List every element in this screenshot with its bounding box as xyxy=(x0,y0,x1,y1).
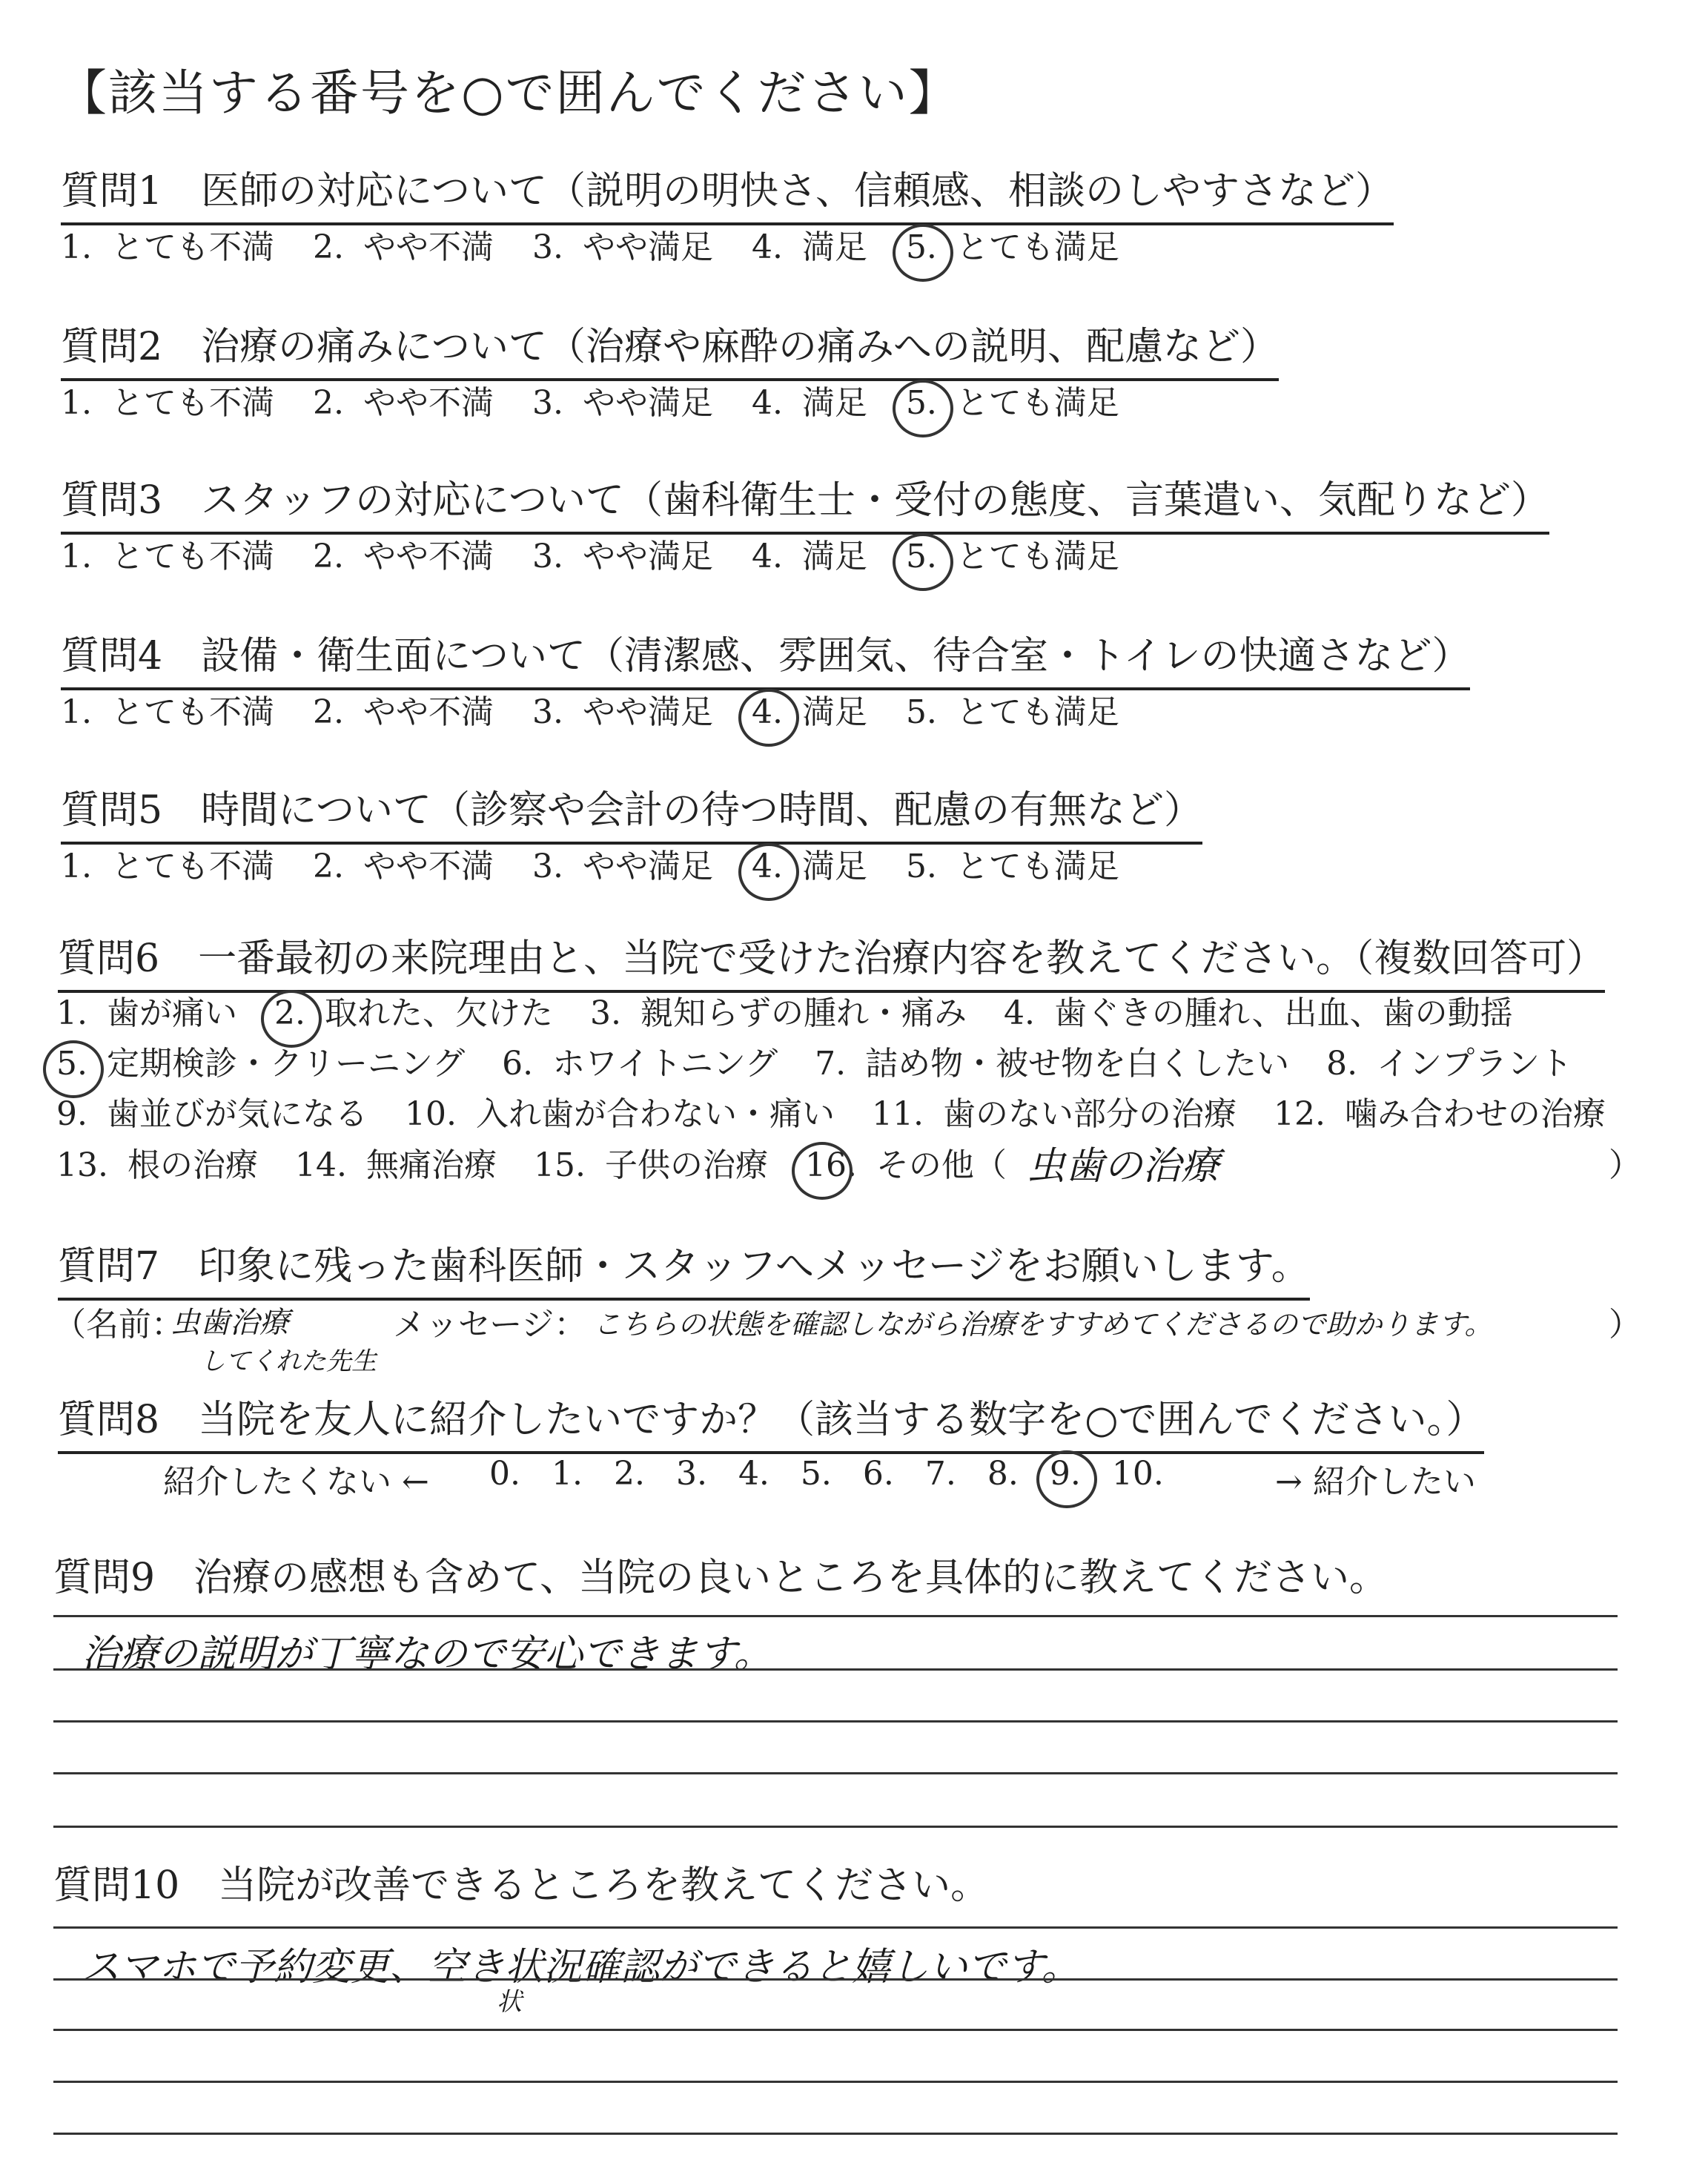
q6-option[interactable] xyxy=(274,994,553,1032)
q6-other-answer: 虫歯の治療 xyxy=(1027,1144,1220,1189)
q6-option[interactable] xyxy=(295,1146,497,1184)
q9-line-5 xyxy=(53,1826,1618,1828)
option-number: 10. xyxy=(404,1095,457,1133)
q6-option[interactable] xyxy=(1004,994,1513,1032)
option-label: やや満足 xyxy=(582,538,713,575)
q6-option[interactable] xyxy=(805,1146,1007,1184)
q3-options xyxy=(61,529,1158,577)
option-label: 歯が痛い xyxy=(106,994,237,1032)
scale-number: 9. xyxy=(1049,1455,1081,1493)
q7-name-answer-line2: してくれた先生 xyxy=(200,1347,377,1376)
option-number: 5. xyxy=(905,384,937,422)
q4-option-1[interactable] xyxy=(61,685,274,733)
option-number: 4. xyxy=(751,228,783,266)
q6-row-4 xyxy=(56,1138,1044,1186)
q3-option-4[interactable] xyxy=(752,529,867,577)
q1-option-2[interactable] xyxy=(313,220,494,268)
option-number: 2. xyxy=(274,994,305,1032)
q8-scale-option[interactable] xyxy=(1050,1455,1081,1493)
q6-option[interactable] xyxy=(56,1095,368,1133)
option-number: 5. xyxy=(905,848,937,885)
option-label: 歯ぐきの腫れ、出血、歯の動揺 xyxy=(1053,994,1513,1032)
q6-option[interactable] xyxy=(405,1095,835,1133)
q6-row-2 xyxy=(56,1037,1609,1084)
q10-line-5 xyxy=(53,2133,1618,2135)
q6-option[interactable] xyxy=(502,1045,778,1083)
option-number: 3. xyxy=(532,538,563,575)
q6-close-paren: ） xyxy=(1609,1146,1641,1184)
q8-left-label: 紹介したくない ← xyxy=(163,1463,429,1501)
q1-option-1[interactable] xyxy=(61,220,274,268)
scale-number: 3. xyxy=(675,1455,707,1493)
option-label: やや不満 xyxy=(363,693,494,731)
q1-options xyxy=(61,220,1158,268)
q10-answer: スマホで予約変更、空き状況確認ができると嬉しいです。 xyxy=(82,1945,1080,1989)
q2-option-3[interactable] xyxy=(532,376,713,423)
option-label: 満足 xyxy=(801,384,867,422)
page-header: 【該当する番号を○で囲んでください】 xyxy=(58,65,959,122)
option-label: 根の治療 xyxy=(127,1146,258,1184)
option-label: とても満足 xyxy=(956,228,1119,266)
option-label: 満足 xyxy=(801,848,867,885)
option-label: やや満足 xyxy=(582,384,713,422)
q9-line-4 xyxy=(53,1772,1618,1774)
option-label: とても不満 xyxy=(110,384,274,422)
option-label: ホワイトニング xyxy=(552,1045,778,1083)
option-label: とても不満 xyxy=(110,538,274,575)
scale-number: 10. xyxy=(1111,1455,1164,1493)
option-number: 5. xyxy=(905,538,937,575)
option-number: 8. xyxy=(1326,1045,1358,1083)
option-number: 2. xyxy=(312,848,344,885)
option-number: 6. xyxy=(502,1045,534,1083)
option-label: やや不満 xyxy=(363,228,494,266)
q6-option[interactable] xyxy=(56,994,237,1032)
q9-answer: 治療の説明が丁寧なので安心できます。 xyxy=(82,1632,772,1677)
option-number: 3. xyxy=(589,994,621,1032)
q1-option-4[interactable] xyxy=(752,220,867,268)
option-number: 5. xyxy=(56,1045,87,1083)
q6-option[interactable] xyxy=(1274,1095,1606,1133)
q8-scale-option[interactable] xyxy=(987,1455,1019,1493)
option-number: 1. xyxy=(56,994,87,1032)
q8-scale-option[interactable] xyxy=(863,1455,894,1493)
q3-option-2[interactable] xyxy=(313,529,494,577)
option-label: とても満足 xyxy=(956,848,1119,885)
option-label: 歯並びが気になる xyxy=(106,1095,368,1133)
option-label: その他（ xyxy=(875,1146,1007,1184)
option-label: 入れ歯が合わない・痛い xyxy=(475,1095,835,1133)
q6-row-3 xyxy=(56,1087,1643,1135)
scale-number: 4. xyxy=(738,1455,769,1493)
q8-scale-option[interactable] xyxy=(925,1455,956,1493)
option-label: 噛み合わせの治療 xyxy=(1344,1095,1606,1133)
q5-option-3[interactable] xyxy=(532,839,713,887)
q8-scale-option[interactable] xyxy=(676,1455,707,1493)
option-number: 3. xyxy=(532,384,563,422)
option-label: 歯のない部分の治療 xyxy=(942,1095,1237,1133)
option-label: 取れた、欠けた xyxy=(324,994,553,1032)
q2-option-4[interactable] xyxy=(752,376,867,423)
q5-option-5[interactable] xyxy=(906,839,1119,887)
scale-number: 6. xyxy=(862,1455,894,1493)
q1-option-5[interactable] xyxy=(906,220,1119,268)
q8-scale-option[interactable] xyxy=(1112,1455,1164,1493)
option-number: 1. xyxy=(61,538,92,575)
option-number: 3. xyxy=(532,693,563,731)
option-number: 2. xyxy=(312,384,344,422)
q3-option-5[interactable] xyxy=(906,529,1119,577)
option-number: 2. xyxy=(312,538,344,575)
option-number: 4. xyxy=(751,538,783,575)
option-label: やや満足 xyxy=(582,693,713,731)
q2-option-5[interactable] xyxy=(906,376,1119,423)
option-label: とても満足 xyxy=(956,384,1119,422)
q7-message-answer: こちらの状態を確認しながら治療をすすめてくださるので助かります。 xyxy=(593,1308,1493,1341)
option-label: やや不満 xyxy=(363,384,494,422)
option-number: 1. xyxy=(61,384,92,422)
option-label: とても不満 xyxy=(110,228,274,266)
q8-title: 質問8 当院を友人に紹介したいですか？（該当する数字を○で囲んでください。） xyxy=(58,1388,1484,1454)
q7-name-answer: 虫歯治療 xyxy=(171,1306,289,1340)
option-label: 満足 xyxy=(801,693,867,731)
option-label: 定期検診・クリーニング xyxy=(106,1045,466,1083)
q4-title: 質問4 設備・衛生面について（清潔感、雰囲気、待合室・トイレの快適さなど） xyxy=(61,624,1470,690)
q5-title: 質問5 時間について（診察や会計の待つ時間、配慮の有無など） xyxy=(61,779,1202,845)
q4-option-3[interactable] xyxy=(532,685,713,733)
q4-options xyxy=(61,685,1158,733)
option-label: とても満足 xyxy=(956,538,1119,575)
option-label: 子供の治療 xyxy=(604,1146,768,1184)
option-number: 4. xyxy=(751,384,783,422)
q8-scale xyxy=(489,1455,1195,1493)
scale-number: 2. xyxy=(613,1455,645,1493)
q6-title: 質問6 一番最初の来院理由と、当院で受けた治療内容を教えてください。（複数回答可） xyxy=(58,927,1605,993)
option-label: 詰め物・被せ物を白くしたい xyxy=(865,1045,1290,1083)
option-label: とても不満 xyxy=(110,848,274,885)
q5-option-1[interactable] xyxy=(61,839,274,887)
option-label: やや不満 xyxy=(363,848,494,885)
scale-number: 0. xyxy=(489,1455,520,1493)
q5-option-4[interactable] xyxy=(752,839,867,887)
option-number: 1. xyxy=(61,228,92,266)
option-label: やや満足 xyxy=(582,848,713,885)
q6-option[interactable] xyxy=(815,1045,1289,1083)
q7-close-paren: ） xyxy=(1609,1306,1641,1344)
option-number: 14. xyxy=(294,1146,347,1184)
q9-line-1 xyxy=(53,1615,1618,1617)
option-number: 5. xyxy=(905,693,937,731)
option-number: 3. xyxy=(532,848,563,885)
q8-scale-option[interactable] xyxy=(552,1455,583,1493)
q6-option[interactable] xyxy=(1326,1045,1572,1083)
q8-right-label: → 紹介したい xyxy=(1275,1463,1476,1501)
q6-option[interactable] xyxy=(56,1045,465,1083)
option-number: 1. xyxy=(61,848,92,885)
scale-number: 5. xyxy=(800,1455,832,1493)
q10-title: 質問10 当院が改善できるところを教えてください。 xyxy=(53,1863,990,1908)
q6-option[interactable] xyxy=(872,1095,1237,1133)
option-number: 4. xyxy=(1003,994,1035,1032)
q2-title: 質問2 治療の痛みについて（治療や麻酔の痛みへの説明、配慮など） xyxy=(61,315,1279,381)
option-number: 1. xyxy=(61,693,92,731)
option-number: 4. xyxy=(751,693,783,731)
scale-number: 7. xyxy=(924,1455,956,1493)
option-number: 12. xyxy=(1273,1095,1325,1133)
option-label: とても満足 xyxy=(956,693,1119,731)
q9-line-2 xyxy=(53,1668,1618,1671)
q7-message-label: メッセージ： xyxy=(393,1306,587,1344)
option-label: 満足 xyxy=(801,228,867,266)
q6-option[interactable] xyxy=(590,994,967,1032)
option-label: やや満足 xyxy=(582,228,713,266)
q3-option-1[interactable] xyxy=(61,529,274,577)
q1-option-3[interactable] xyxy=(532,220,713,268)
q1-title: 質問1 医師の対応について（説明の明快さ、信頼感、相談のしやすさなど） xyxy=(61,159,1394,225)
q8-scale-option[interactable] xyxy=(738,1455,769,1493)
q8-scale-option[interactable] xyxy=(801,1455,832,1493)
q3-option-3[interactable] xyxy=(532,529,713,577)
q2-options xyxy=(61,376,1158,423)
option-number: 3. xyxy=(532,228,563,266)
option-label: インプラント xyxy=(1377,1045,1573,1083)
option-number: 13. xyxy=(56,1146,108,1184)
q10-line-1 xyxy=(53,1926,1618,1929)
option-number: 7. xyxy=(815,1045,847,1083)
option-number: 2. xyxy=(312,693,344,731)
q5-option-2[interactable] xyxy=(313,839,494,887)
q6-option[interactable] xyxy=(56,1146,258,1184)
q6-option[interactable] xyxy=(534,1146,768,1184)
option-label: 親知らずの腫れ・痛み xyxy=(640,994,967,1032)
scale-number: 1. xyxy=(551,1455,583,1493)
q4-option-5[interactable] xyxy=(906,685,1119,733)
q8-scale-option[interactable] xyxy=(614,1455,645,1493)
q10-line-4 xyxy=(53,2081,1618,2083)
q5-options xyxy=(61,839,1158,887)
option-number: 11. xyxy=(871,1095,924,1133)
q7-name-label: （名前： xyxy=(53,1306,184,1344)
q2-option-2[interactable] xyxy=(313,376,494,423)
option-number: 16. xyxy=(804,1146,857,1184)
option-number: 2. xyxy=(312,228,344,266)
option-label: 満足 xyxy=(801,538,867,575)
option-number: 9. xyxy=(56,1095,87,1133)
q2-option-1[interactable] xyxy=(61,376,274,423)
q4-option-4[interactable] xyxy=(752,685,867,733)
q7-title: 質問7 印象に残った歯科医師・スタッフへメッセージをお願いします。 xyxy=(58,1235,1310,1301)
q10-correction: 状 xyxy=(497,1987,522,2017)
scale-number: 8. xyxy=(987,1455,1019,1493)
q10-line-3 xyxy=(53,2029,1618,2031)
q4-option-2[interactable] xyxy=(313,685,494,733)
q6-row-1 xyxy=(56,986,1550,1034)
q8-scale-option[interactable] xyxy=(489,1455,520,1493)
option-label: 無痛治療 xyxy=(365,1146,497,1184)
q9-title: 質問9 治療の感想も含めて、当院の良いところを具体的に教えてください。 xyxy=(53,1556,1388,1600)
q3-title: 質問3 スタッフの対応について（歯科衛生士・受付の態度、言葉遣い、気配りなど） xyxy=(61,469,1549,535)
q9-line-3 xyxy=(53,1720,1618,1723)
option-number: 5. xyxy=(905,228,937,266)
option-number: 4. xyxy=(751,848,783,885)
option-number: 15. xyxy=(533,1146,586,1184)
q10-line-2 xyxy=(53,1978,1618,1981)
option-label: とても不満 xyxy=(110,693,274,731)
option-label: やや不満 xyxy=(363,538,494,575)
